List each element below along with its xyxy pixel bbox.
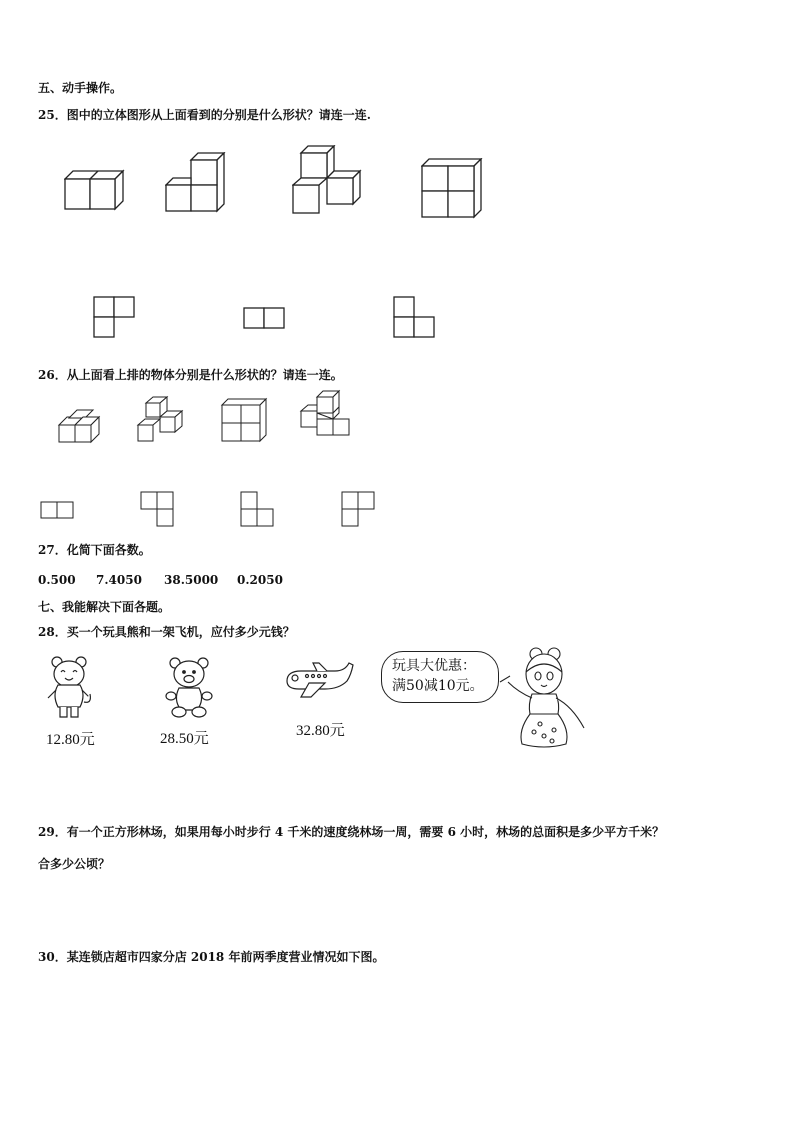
bubble-line-2: 满50减10元。 xyxy=(392,678,484,694)
q25-top-view-3 xyxy=(393,296,437,340)
tiger-toy-picture xyxy=(44,654,94,723)
airplane-price: 32.80元 xyxy=(296,723,345,739)
q26-top-view-4 xyxy=(341,491,377,529)
bear-price: 28.50元 xyxy=(160,731,209,747)
q26-solid-3 xyxy=(220,397,270,443)
girl-picture xyxy=(496,644,592,755)
bear-toy-picture xyxy=(163,656,215,721)
q26-solid-2 xyxy=(136,395,188,445)
question-25-text: 25．图中的立体图形从上面看到的分别是什么形状？请连一连. xyxy=(38,108,371,122)
q26-solid-1 xyxy=(57,406,103,446)
question-29-line-1: 29．有一个正方形林场，如果用每小时步行 4 千米的速度绕林场一周，需要 6 小时，林场的总面积是多少平方千米？ xyxy=(38,825,665,839)
q27-number-3: 38.5000 xyxy=(164,573,219,587)
section-five-title: 五、动手操作。 xyxy=(38,81,123,95)
section-seven-title: 七、我能解决下面各题。 xyxy=(38,600,171,614)
q27-number-4: 0.2050 xyxy=(237,573,283,587)
question-26-text: 26．从上面看上排的物体分别是什么形状的？请连一连。 xyxy=(38,368,343,382)
q26-top-view-1 xyxy=(40,501,76,521)
promotion-speech-bubble xyxy=(381,651,499,703)
bubble-line-1: 玩具大优惠： xyxy=(392,658,476,674)
q26-solid-4 xyxy=(299,389,355,445)
q27-number-1: 0.500 xyxy=(38,573,76,587)
question-29-line-2: 合多少公顷？ xyxy=(38,857,111,871)
question-28-text: 28．买一个玩具熊和一架飞机，应付多少元钱？ xyxy=(38,625,295,639)
q25-solid-4 xyxy=(421,158,485,220)
q25-solid-2 xyxy=(165,152,227,214)
q25-solid-1 xyxy=(64,165,126,211)
q25-top-view-1 xyxy=(93,296,137,340)
q25-top-view-2 xyxy=(243,307,287,331)
question-27-text: 27．化简下面各数。 xyxy=(38,543,151,557)
q27-number-2: 7.4050 xyxy=(96,573,142,587)
question-30-text: 30．某连锁店超市四家分店 2018 年前两季度营业情况如下图。 xyxy=(38,950,385,964)
airplane-toy-picture xyxy=(283,659,355,706)
tiger-price: 12.80元 xyxy=(46,732,95,748)
q26-top-view-2 xyxy=(140,491,176,529)
q26-top-view-3 xyxy=(240,491,276,529)
q25-solid-3 xyxy=(292,145,362,217)
